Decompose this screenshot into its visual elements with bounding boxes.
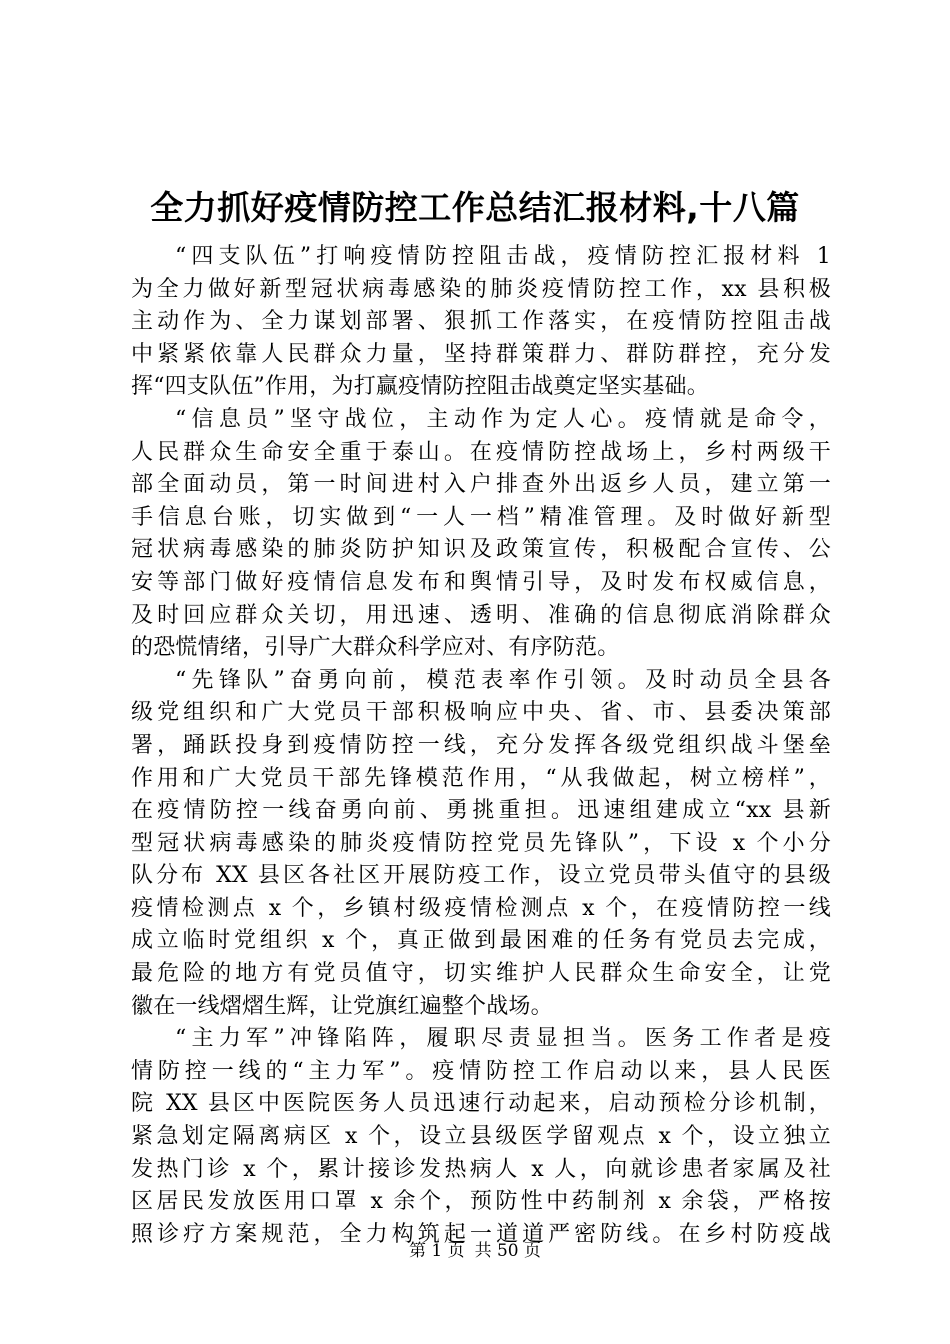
body-line: 部全面动员，第一时间进村入户排查外出返乡人员，建立第一 bbox=[131, 472, 831, 498]
body-line: 的恐慌情绪，引导广大群众科学应对、有序防范。 bbox=[131, 635, 620, 661]
body-line: 院 XX 县区中医院医务人员迅速行动起来，启动预检分诊机制， bbox=[131, 1091, 831, 1117]
page-footer bbox=[0, 1239, 950, 1263]
body-line: 为全力做好新型冠状病毒感染的肺炎疫情防控工作，xx 县积极 bbox=[131, 276, 831, 302]
body-line: 最危险的地方有党员值守，切实维护人民群众生命安全，让党 bbox=[131, 961, 831, 987]
body-line: “先锋队”奋勇向前，模范表率作引领。及时动员全县各 bbox=[175, 667, 831, 693]
body-line: 级党组织和广大党员干部积极响应中央、省、市、县委决策部 bbox=[131, 700, 831, 726]
body-line: 发热门诊 x 个，累计接诊发热病人 x 人，向就诊患者家属及社 bbox=[131, 1156, 831, 1182]
body-line: 队分布 XX 县区各社区开展防疫工作，设立党员带头值守的县级 bbox=[131, 863, 831, 889]
body-line: 徽在一线熠熠生辉，让党旗红遍整个战场。 bbox=[131, 993, 553, 1019]
body-line: “信息员”坚守战位，主动作为定人心。疫情就是命令， bbox=[175, 406, 831, 432]
body-line: 及时回应群众关切，用迅速、透明、准确的信息彻底消除群众 bbox=[131, 602, 831, 628]
body-line: 主动作为、全力谋划部署、狠抓工作落实，在疫情防控阻击战 bbox=[131, 309, 831, 335]
body-line: 紧急划定隔离病区 x 个，设立县级医学留观点 x 个，设立独立 bbox=[131, 1124, 831, 1150]
body-line: 冠状病毒感染的肺炎防护知识及政策宣传，积极配合宣传、公 bbox=[131, 537, 831, 563]
body-line: 型冠状病毒感染的肺炎疫情防控党员先锋队”，下设 x 个小分 bbox=[131, 830, 831, 856]
body-line: 挥“四支队伍”作用，为打赢疫情防控阻击战奠定坚实基础。 bbox=[131, 374, 709, 400]
body-line: 手信息台账，切实做到“一人一档”精准管理。及时做好新型 bbox=[131, 504, 831, 530]
body-line: 情防控一线的“主力军”。疫情防控工作启动以来，县人民医 bbox=[131, 1058, 831, 1084]
page-total: 共 50 页 bbox=[474, 1241, 542, 1261]
body-line: 在疫情防控一线奋勇向前、勇挑重担。迅速组建成立“xx 县新 bbox=[131, 798, 831, 824]
body-line: 人民群众生命安全重于泰山。在疫情防控战场上，乡村两级干 bbox=[131, 439, 831, 465]
body-line: 署，踊跃投身到疫情防控一线，充分发挥各级党组织战斗堡垒 bbox=[131, 732, 831, 758]
body-line: 照诊疗方案规范，全力构筑起一道道严密防线。在乡村防疫战 bbox=[131, 1221, 831, 1247]
body-line: 区居民发放医用口罩 x 余个，预防性中药制剂 x 余袋，严格按 bbox=[131, 1189, 831, 1215]
document-body bbox=[131, 241, 831, 1251]
body-line: 安等部门做好疫情信息发布和舆情引导，及时发布权威信息， bbox=[131, 569, 831, 595]
document-title: 全力抓好疫情防控工作总结汇报材料,十八篇 bbox=[150, 188, 800, 227]
page-number: 第 1 页 bbox=[408, 1241, 465, 1261]
body-line: 成立临时党组织 x 个，真正做到最困难的任务有党员去完成， bbox=[131, 928, 831, 954]
body-line: “四支队伍”打响疫情防控阻击战，疫情防控汇报材料 1 bbox=[175, 244, 831, 269]
body-line: 疫情检测点 x 个，乡镇村级疫情检测点 x 个，在疫情防控一线 bbox=[131, 895, 831, 921]
body-line: “主力军”冲锋陷阵，履职尽责显担当。医务工作者是疫 bbox=[175, 1026, 831, 1052]
body-line: 中紧紧依靠人民群众力量，坚持群策群力、群防群控，充分发 bbox=[131, 341, 831, 367]
body-line: 作用和广大党员干部先锋模范作用，“从我做起，树立榜样”， bbox=[131, 765, 831, 791]
